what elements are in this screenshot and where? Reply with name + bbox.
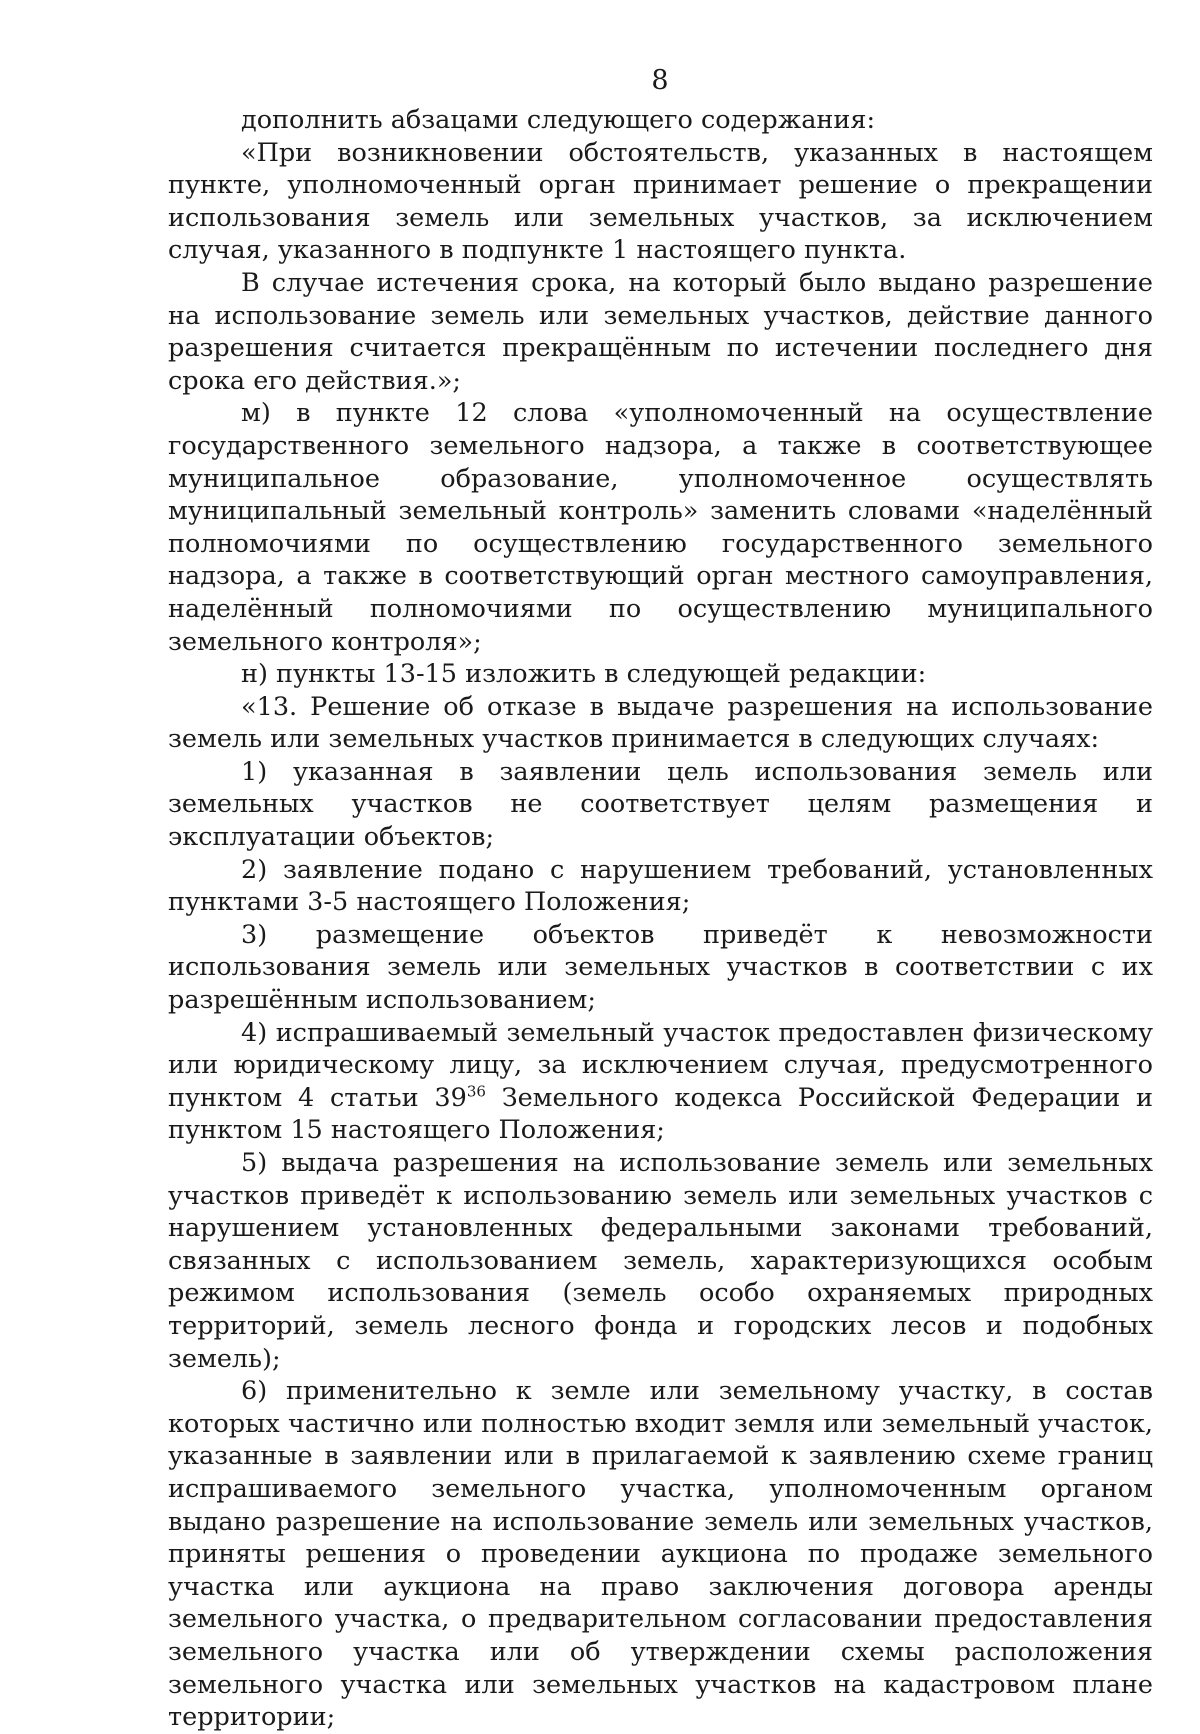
paragraph-case-2: 2) заявление подано с нарушением требований, установленных пунктами 3-5 настоящего Положения;	[168, 854, 1153, 918]
paragraph-termination-decision: «При возникновении обстоятельств, указанных в настоящем пункте, уполномоченный орган принимает решение о прекращении использования земель или земельных участков, за исключением случая, указанного в подпункте 1 настоящего пункта.	[168, 137, 1153, 266]
article-superscript: 36	[466, 1082, 486, 1101]
paragraph-case-4	[168, 1017, 1153, 1147]
paragraph-case-1: 1) указанная в заявлении цель использования земель или земельных участков не соответствует целям размещения и эксплуатации объектов;	[168, 756, 1153, 853]
paragraph-intro: дополнить абзацами следующего содержания:	[241, 105, 876, 135]
paragraph-permit-expiry: В случае истечения срока, на который было выдано разрешение на использование земель или земельных участков, действие данного разрешения считается прекращённым по истечении последнего дня срока его действия.»;	[168, 267, 1153, 396]
paragraph-item-n: н) пункты 13-15 изложить в следующей редакции:	[241, 659, 927, 690]
paragraph-case-3: 3) размещение объектов приведёт к невозможности использования земель или земельных участков в соответствии с их разрешённым использованием;	[168, 919, 1153, 1016]
document-body	[168, 104, 1153, 1734]
page-number: 8	[651, 65, 669, 96]
paragraph-item-m: м) в пункте 12 слова «уполномоченный на осуществление государственного земельного надзора, а также в соответствующее муниципальное образование, уполномоченное осуществлять муниципальный земельный контроль» заменить словами «наделённый полномочиями по осуществлению государственного земельного надзора, а также в соответствующий орган местного самоуправления, наделённый полномочиями по осуществлению муниципального земельного контроля»;	[168, 398, 1153, 657]
paragraph-point-13: «13. Решение об отказе в выдаче разрешения на использование земель или земельных участков принимается в следующих случаях:	[168, 691, 1153, 755]
paragraph-case-5: 5) выдача разрешения на использование земель или земельных участков приведёт к использованию земель или земельных участков с нарушением установленных федеральными законами требований, связанных с использованием земель, характеризующихся особым режимом использования (земель особо охраняемых природных территорий, земель лесного фонда и городских лесов и подобных земель);	[168, 1148, 1153, 1374]
paragraph-case-6: 6) применительно к земле или земельному участку, в состав которых частично или полностью входит земля или земельный участок, указанные в заявлении или в прилагаемой к заявлению схеме границ испрашиваемого земельного участка, уполномоченным органом выдано разрешение на использование земель или земельных участков, приняты решения о проведении аукциона по продаже земельного участка или аукциона на право заключения договора аренды земельного участка, о предварительном согласовании предоставления земельного участка или об утверждении схемы расположения земельного участка или земельных участков на кадастровом плане территории;	[168, 1376, 1153, 1733]
case-4-text-end: Земельного кодекса Российской Федерации и пунктом 15 настоящего Положения;	[168, 1082, 1153, 1146]
case-4-text-start: 4) испрашиваемый земельный участок предоставлен физическому или юридическому лицу, за исключением случая, предусмотренного пунктом 4 статьи 39	[168, 1017, 1153, 1113]
